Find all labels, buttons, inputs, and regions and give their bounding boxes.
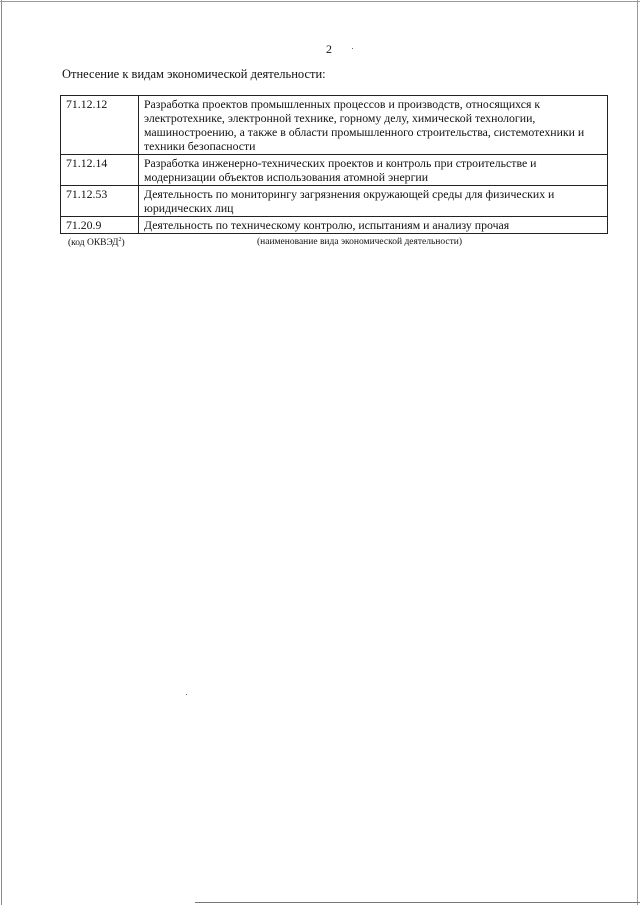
okved-code-cell: 71.12.12 xyxy=(61,96,139,155)
okved-code-caption-close: ) xyxy=(121,238,125,249)
footnote-marker: 2 xyxy=(118,237,122,243)
activity-description-cell: Деятельность по техническому контролю, испытаниям и анализу прочая xyxy=(139,217,608,234)
activity-description-cell: Деятельность по мониторингу загрязнения окружающей среды для физических и юридических лиц xyxy=(139,186,608,217)
scan-speck xyxy=(352,48,353,49)
page-edge-bottom xyxy=(195,902,640,903)
page-edge-left xyxy=(1,0,2,905)
okved-code-cell: 71.20.9 xyxy=(61,217,139,234)
page-edge-right xyxy=(637,0,638,905)
activity-name-caption: (наименование вида экономической деятельности) xyxy=(257,237,462,247)
page-edge-top xyxy=(0,1,640,2)
okved-code-caption xyxy=(68,237,125,248)
activity-description-cell: Разработка проектов промышленных процессов и производств, относящихся к электротехнике, электронной технике, горному делу, химической технологии, машиностроению, а также в области промышленного строительства, системотехники и техники безопасности xyxy=(139,96,608,155)
table-row xyxy=(61,155,608,186)
table-row xyxy=(61,186,608,217)
activity-description-cell: Разработка инженерно-технических проектов и контроль при строительстве и модернизации объектов использования атомной энергии xyxy=(139,155,608,186)
scan-speck xyxy=(186,694,187,695)
page-number: 2 xyxy=(326,42,332,56)
okved-table xyxy=(60,95,608,234)
okved-code-cell: 71.12.14 xyxy=(61,155,139,186)
section-heading: Отнесение к видам экономической деятельности: xyxy=(62,67,326,81)
okved-code-caption-text: (код ОКВЭД xyxy=(68,238,119,249)
table-row xyxy=(61,217,608,234)
table-row xyxy=(61,96,608,155)
okved-code-cell: 71.12.53 xyxy=(61,186,139,217)
